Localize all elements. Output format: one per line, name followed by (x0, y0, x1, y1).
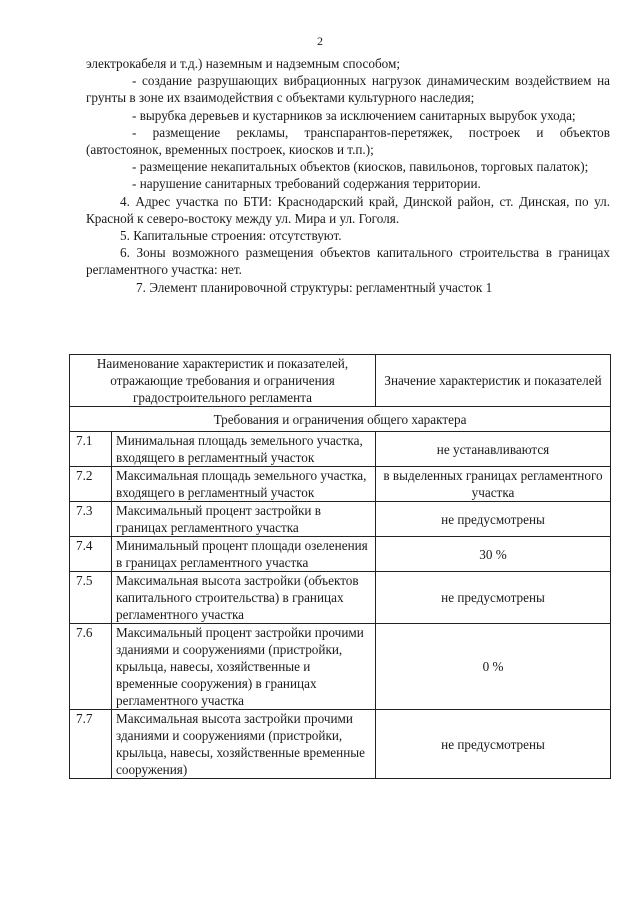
row-number: 7.1 (70, 432, 112, 467)
row-value: не предусмотрены (376, 710, 611, 779)
row-number: 7.6 (70, 624, 112, 710)
row-number: 7.3 (70, 502, 112, 537)
table-header-row (70, 355, 611, 407)
list-item: - нарушение санитарных требований содержания территории. (132, 176, 481, 192)
row-name: Минимальный процент площади озеленения в границах регламентного участка (112, 537, 376, 572)
table-row (70, 467, 611, 502)
row-value: 30 % (376, 537, 611, 572)
row-value: в выделенных границах регламентного участка (376, 467, 611, 502)
row-name: Максимальная высота застройки (объектов капитального строительства) в границах регламентного участка (112, 572, 376, 624)
paragraph: электрокабеля и т.д.) наземным и надземным способом; (86, 56, 401, 71)
header-value: Значение характеристик и показателей (376, 355, 611, 407)
row-name: Максимальная площадь земельного участка, входящего в регламентный участок (112, 467, 376, 502)
table-row (70, 624, 611, 710)
table-section-row (70, 407, 611, 432)
page-number: 2 (317, 34, 323, 48)
header-name: Наименование характеристик и показателей, отражающие требования и ограничения градостроительного регламента (70, 355, 376, 407)
section-title: Требования и ограничения общего характера (70, 407, 611, 432)
list-item: - вырубка деревьев и кустарников за исключением санитарных вырубок ухода; (132, 107, 576, 123)
regulation-table (69, 354, 611, 779)
paragraph-address: 4. Адрес участка по БТИ: Краснодарский край, Динской район, ст. Динская, по ул. Красной к северо-востоку между ул. Мира и ул. Гоголя. (86, 193, 610, 226)
row-number: 7.4 (70, 537, 112, 572)
row-number: 7.5 (70, 572, 112, 624)
row-name: Максимальный процент застройки в границах регламентного участка (112, 502, 376, 537)
list-item: - размещение рекламы, транспарантов-перетяжек, построек и объектов (автостоянок, временных построек, киосков и т.п.); (86, 124, 610, 158)
row-value: не предусмотрены (376, 502, 611, 537)
row-name: Максимальный процент застройки прочими зданиями и сооружениями (пристройки, крыльца, навесы, хозяйственные и временные сооружения) в границах регламентного участка (112, 624, 376, 710)
paragraph-structure: 7. Элемент планировочной структуры: регламентный участок 1 (136, 279, 493, 295)
table-row (70, 537, 611, 572)
document-body (86, 55, 610, 296)
row-name: Минимальная площадь земельного участка, входящего в регламентный участок (112, 432, 376, 467)
list-item: - создание разрушающих вибрационных нагрузок динамическим воздействием на грунты в зоне их взаимодействия с объектами культурного наследия; (86, 73, 610, 106)
table-row (70, 710, 611, 779)
list-item: - размещение некапитальных объектов (киосков, павильонов, торговых палаток); (132, 159, 589, 175)
row-value: не предусмотрены (376, 572, 611, 624)
row-value: 0 % (376, 624, 611, 710)
paragraph-zones: 6. Зоны возможного размещения объектов капитального строительства в границах регламентного участка: нет. (86, 245, 610, 278)
row-name: Максимальная высота застройки прочими зданиями и сооружениями (пристройки, крыльца, навесы, хозяйственные временные сооружения) (112, 710, 376, 779)
table-row (70, 572, 611, 624)
row-number: 7.2 (70, 467, 112, 502)
table-row (70, 432, 611, 467)
row-value: не устанавливаются (376, 432, 611, 467)
row-number: 7.7 (70, 710, 112, 779)
paragraph-buildings: 5. Капитальные строения: отсутствуют. (120, 228, 342, 244)
table-row (70, 502, 611, 537)
